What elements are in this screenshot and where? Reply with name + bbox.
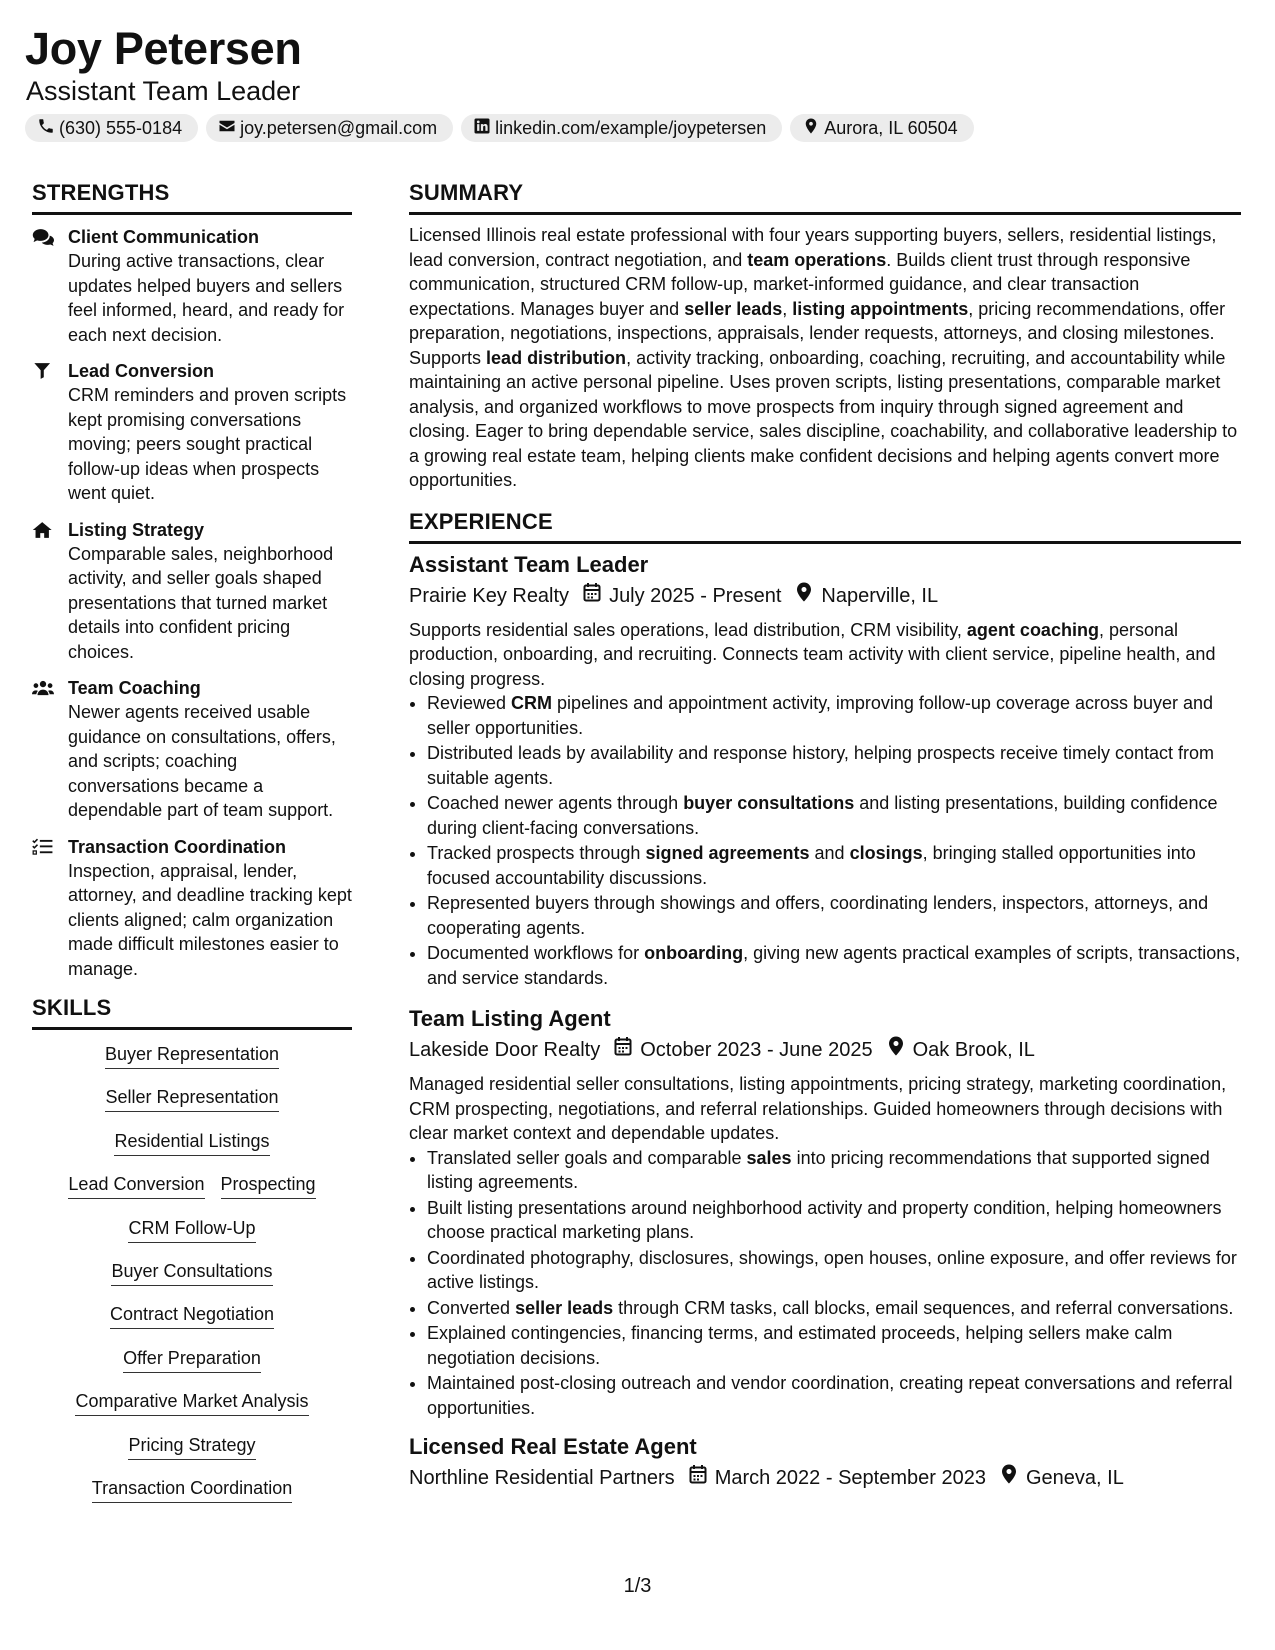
job-bullet: • Documented workflows for onboarding, giving new agents practical examples of scripts, transactions, and service standards. xyxy=(427,941,1241,990)
users-icon xyxy=(32,676,68,702)
comments-icon xyxy=(32,225,68,251)
bold-keyword: seller leads xyxy=(684,298,783,319)
skill-row xyxy=(32,1216,352,1243)
job-bullet: • Distributed leads by availability and response history, helping prospects receive timely contact from suitable agents. xyxy=(427,741,1241,790)
bold-keyword: sales xyxy=(746,1147,792,1168)
job-location: Geneva, IL xyxy=(1025,1467,1124,1489)
contact-phone-text: (630) 555-0184 xyxy=(59,117,183,138)
bold-keyword: listing appointments xyxy=(792,298,969,319)
job-company: Prairie Key Realty xyxy=(409,584,570,607)
skill-row xyxy=(32,1389,352,1416)
contact-phone[interactable] xyxy=(25,114,198,142)
job-title: Team Listing Agent xyxy=(409,1006,611,1031)
contact-linkedin-text: linkedin.com/example/joypetersen xyxy=(495,117,767,138)
bold-keyword: signed agreements xyxy=(645,843,810,863)
contact-bar xyxy=(25,114,974,142)
contact-email[interactable] xyxy=(206,114,453,142)
skill-tag: Seller Representation xyxy=(105,1085,278,1112)
map-pin-icon xyxy=(781,581,821,611)
strength-item xyxy=(32,359,352,506)
job-dates: March 2022 - September 2023 xyxy=(714,1467,986,1489)
candidate-role: Assistant Team Leader xyxy=(26,76,301,106)
strength-description: CRM reminders and proven scripts kept promising conversations moving; peers sought practical follow-up ideas when prospects went quiet. xyxy=(68,385,347,503)
job-location: Naperville, IL xyxy=(821,584,939,607)
skill-tag: Buyer Consultations xyxy=(111,1259,272,1286)
skill-tag: Transaction Coordination xyxy=(92,1476,292,1503)
strength-description: Inspection, appraisal, lender, attorney, and deadline tracking kept clients aligned; calm organization made difficult milestones easier to manage. xyxy=(68,860,352,979)
job-description: Managed residential seller consultations, listing appointments, pricing strategy, marketing coordination, CRM prospecting, negotiations, and referral relationships. Guided homeowners through decisions with clear market context and dependable updates. xyxy=(409,1074,1227,1143)
job-bullet: • Coached newer agents through buyer consultations and listing presentations, building confidence during client-facing conversations. xyxy=(427,791,1241,840)
bold-keyword: team operations xyxy=(747,249,887,270)
job-title: Licensed Real Estate Agent xyxy=(409,1434,697,1459)
job-bullets xyxy=(409,691,1241,990)
job-bullet: • Explained contingencies, financing terms, and estimated proceeds, helping sellers make calm negotiation decisions. xyxy=(427,1321,1241,1370)
job-bullet: • Built listing presentations around neighborhood activity and property condition, helping homeowners choose practical marketing plans. xyxy=(427,1196,1241,1245)
strength-title: Client Communication xyxy=(68,227,260,247)
map-pin-icon xyxy=(986,1463,1026,1493)
map-pin-icon xyxy=(802,117,820,140)
job-bullet: • Translated seller goals and comparable sales into pricing recommendations that supported signed listing agreements. xyxy=(427,1146,1241,1195)
map-pin-icon xyxy=(873,1035,913,1065)
bold-keyword: buyer consultations xyxy=(683,793,855,813)
phone-icon xyxy=(37,117,55,140)
bold-keyword: lead distribution xyxy=(486,347,627,368)
skill-tag: Residential Listings xyxy=(114,1129,269,1156)
job-meta xyxy=(409,581,1241,611)
strength-title: Transaction Coordination xyxy=(68,836,287,857)
experience-heading: EXPERIENCE xyxy=(409,507,1241,544)
strength-title: Listing Strategy xyxy=(68,519,205,540)
skill-row xyxy=(32,1433,352,1460)
skill-tag: Contract Negotiation xyxy=(110,1302,274,1329)
envelope-icon xyxy=(218,117,236,140)
skill-row xyxy=(32,1172,352,1199)
strength-description: During active transactions, clear updates helped buyers and sellers feel informed, heard, and ready for each next decision. xyxy=(68,251,345,345)
job-entry xyxy=(409,550,1241,991)
strength-title: Team Coaching xyxy=(68,678,201,698)
job-meta xyxy=(409,1035,1241,1065)
skill-tag: CRM Follow-Up xyxy=(128,1216,255,1243)
bold-keyword: onboarding xyxy=(644,943,744,963)
bold-keyword: CRM xyxy=(511,693,553,713)
job-entry xyxy=(409,1004,1241,1420)
left-column xyxy=(32,178,352,1519)
job-dates: October 2023 - June 2025 xyxy=(640,1039,873,1061)
strength-description: Comparable sales, neighborhood activity, and seller goals shaped presentations that turned market details into confident pricing choices. xyxy=(68,543,334,662)
job-bullet: • Coordinated photography, disclosures, showings, open houses, online exposure, and offer reviews for active listings. xyxy=(427,1246,1241,1295)
contact-location[interactable] xyxy=(790,114,973,142)
job-title: Assistant Team Leader xyxy=(409,551,649,577)
skill-row xyxy=(32,1129,352,1156)
job-dates: July 2025 - Present xyxy=(609,584,782,607)
skill-tag: Buyer Representation xyxy=(105,1042,279,1069)
bold-keyword: seller leads xyxy=(515,1297,614,1318)
summary-heading: SUMMARY xyxy=(409,178,1241,215)
job-bullet: • Maintained post-closing outreach and vendor coordination, creating repeat conversations and referral opportunities. xyxy=(427,1371,1241,1420)
calendar-icon xyxy=(675,1463,715,1493)
job-location: Oak Brook, IL xyxy=(912,1039,1035,1061)
job-bullet: • Reviewed CRM pipelines and appointment activity, improving follow-up coverage across buyer and seller opportunities. xyxy=(427,691,1241,740)
job-entry xyxy=(409,1432,1241,1493)
calendar-icon xyxy=(569,581,609,611)
bold-keyword: closings xyxy=(849,843,923,863)
page-indicator: 1/3 xyxy=(623,1575,652,1597)
job-bullet: • Represented buyers through showings and offers, coordinating lenders, inspectors, attorneys, and cooperating agents. xyxy=(427,891,1241,940)
skill-row xyxy=(32,1302,352,1329)
strength-item xyxy=(32,676,352,823)
summary-text: Licensed Illinois real estate professional with four years supporting buyers, sellers, residential listings, lead conversion, contract negotiation, and team operations. Builds client trust through responsive communication, structured CRM follow-up, market-informed guidance, and clear transaction expectations. Manages buyer and seller leads, listing appointments, pricing recommendations, offer preparation, negotiations, inspections, appraisals, lender requests, attorneys, and closing milestones. Supports lead distribution, activity tracking, onboarding, coaching, recruiting, and accountability while maintaining an active personal pipeline. Uses proven scripts, listing presentations, comparable market analysis, and organized workflows to move prospects from inquiry through signed agreement and closing. Eager to bring dependable service, sales discipline, coachability, and collaborative leadership to a growing real estate team, helping clients make confident decisions and helping agents convert more opportunities. xyxy=(409,225,1238,490)
strengths-list xyxy=(32,225,352,981)
strength-item xyxy=(32,225,352,347)
right-column xyxy=(409,178,1241,1493)
skill-tag: Lead Conversion xyxy=(68,1172,204,1199)
job-meta xyxy=(409,1463,1241,1493)
contact-linkedin[interactable] xyxy=(461,114,782,142)
skill-row xyxy=(32,1085,352,1112)
linkedin-icon xyxy=(473,117,491,140)
skill-tag: Prospecting xyxy=(221,1172,316,1199)
skills-list xyxy=(32,1042,352,1503)
skill-row xyxy=(32,1476,352,1503)
contact-email-text: joy.petersen@gmail.com xyxy=(240,117,438,138)
candidate-name: Joy Petersen xyxy=(25,23,302,74)
strength-item xyxy=(32,835,352,982)
skills-heading: SKILLS xyxy=(32,993,352,1030)
strength-item xyxy=(32,518,352,665)
bold-keyword: agent coaching xyxy=(966,619,1099,640)
contact-location-text: Aurora, IL 60504 xyxy=(824,117,958,138)
funnel-icon xyxy=(32,359,68,385)
strength-title: Lead Conversion xyxy=(68,361,215,381)
strength-description: Newer agents received usable guidance on consultations, offers, and scripts; coaching conversations became a dependable part of team support. xyxy=(68,702,336,820)
skill-row xyxy=(32,1346,352,1373)
skill-row xyxy=(32,1042,352,1069)
strengths-heading: STRENGTHS xyxy=(32,178,352,215)
home-icon xyxy=(32,518,68,544)
skill-tag: Pricing Strategy xyxy=(128,1433,255,1460)
job-bullets xyxy=(409,1146,1241,1421)
job-bullet: • Tracked prospects through signed agreements and closings, bringing stalled opportunities into focused accountability discussions. xyxy=(427,841,1241,890)
calendar-icon xyxy=(600,1035,640,1065)
skill-tag: Offer Preparation xyxy=(123,1346,261,1373)
job-company: Northline Residential Partners xyxy=(409,1467,675,1489)
job-bullet: • Converted seller leads through CRM tasks, call blocks, email sequences, and referral conversations. xyxy=(427,1296,1241,1321)
job-company: Lakeside Door Realty xyxy=(409,1039,601,1061)
checklist-icon xyxy=(32,835,68,861)
skill-tag: Comparative Market Analysis xyxy=(75,1389,308,1416)
job-description: Supports residential sales operations, lead distribution, CRM visibility, agent coaching, personal production, onboarding, and recruiting. Connects team activity with client service, pipeline health, and closing progress. xyxy=(409,619,1216,689)
skill-row xyxy=(32,1259,352,1286)
